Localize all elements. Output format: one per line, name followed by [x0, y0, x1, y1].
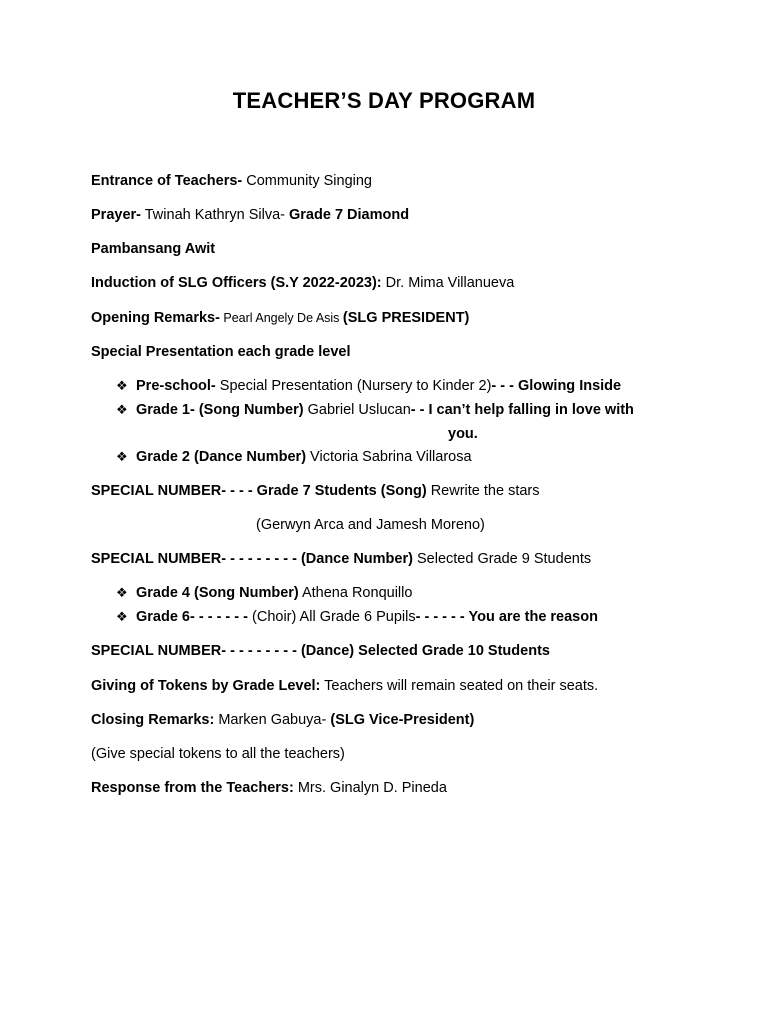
- grade1-label: Grade 1- (Song Number): [136, 402, 304, 418]
- preschool-label: Pre-school-: [136, 378, 216, 394]
- closing-role: (SLG Vice-President): [330, 712, 475, 728]
- entrance-label: Entrance of Teachers-: [91, 173, 243, 189]
- diamond-bullet-icon: ❖: [116, 449, 128, 464]
- response-label: Response from the Teachers:: [91, 780, 294, 796]
- prayer-label: Prayer-: [91, 207, 141, 223]
- induction-text: Dr. Mima Villanueva: [381, 275, 515, 291]
- special-number-2-line: [91, 550, 591, 568]
- special-number-1-text: Rewrite the stars: [426, 483, 540, 499]
- tokens-line: [91, 677, 598, 695]
- induction-line: [91, 274, 514, 292]
- grade2-item: [116, 448, 472, 466]
- closing-line: [91, 711, 474, 729]
- entrance-text: Community Singing: [242, 173, 372, 189]
- tokens-text: Teachers will remain seated on their seats.: [320, 678, 599, 694]
- induction-label: Induction of SLG Officers (S.Y 2022-2023):: [91, 275, 382, 291]
- diamond-bullet-icon: ❖: [116, 378, 128, 393]
- closing-text: Marken Gabuya-: [214, 712, 331, 728]
- preschool-song: - - - Glowing Inside: [491, 378, 622, 394]
- grade4-item: [116, 584, 412, 602]
- grade6-item: [116, 608, 598, 626]
- grade6-label: Grade 6- - - - - - -: [136, 609, 248, 625]
- grade4-text: Athena Ronquillo: [298, 585, 413, 601]
- special-number-2-text: Selected Grade 9 Students: [412, 551, 592, 567]
- special-number-1-label: SPECIAL NUMBER- - - - Grade 7 Students (Song): [91, 483, 427, 499]
- opening-line: [91, 309, 469, 327]
- preschool-text: Special Presentation (Nursery to Kinder 2): [215, 378, 492, 394]
- closing-label: Closing Remarks:: [91, 712, 215, 728]
- grade1-item: [116, 401, 634, 419]
- give-tokens-line: (Give special tokens to all the teachers): [91, 746, 345, 762]
- grade6-song: - - - - - - You are the reason: [415, 609, 598, 625]
- grade1-song-continuation: you.: [448, 426, 478, 442]
- grade2-text: Victoria Sabrina Villarosa: [306, 449, 472, 465]
- special-number-1-performers: (Gerwyn Arca and Jamesh Moreno): [256, 517, 485, 533]
- special-number-3-line: SPECIAL NUMBER- - - - - - - - - (Dance) Selected Grade 10 Students: [91, 643, 550, 659]
- entrance-line: [91, 172, 372, 190]
- opening-label: Opening Remarks-: [91, 310, 220, 326]
- page-title: TEACHER’S DAY PROGRAM: [232, 88, 536, 113]
- diamond-bullet-icon: ❖: [116, 402, 128, 417]
- anthem-line: Pambansang Awit: [91, 241, 216, 257]
- tokens-label: Giving of Tokens by Grade Level:: [91, 678, 321, 694]
- prayer-text: Twinah Kathryn Silva-: [140, 207, 290, 223]
- special-presentation-line: Special Presentation each grade level: [91, 344, 351, 360]
- grade6-text: (Choir) All Grade 6 Pupils: [247, 609, 416, 625]
- prayer-line: [91, 206, 409, 224]
- prayer-grade: Grade 7 Diamond: [289, 207, 410, 223]
- diamond-bullet-icon: ❖: [116, 585, 128, 600]
- response-text: Mrs. Ginalyn D. Pineda: [293, 780, 447, 796]
- grade1-text: Gabriel Uslucan: [303, 402, 411, 418]
- diamond-bullet-icon: ❖: [116, 609, 128, 624]
- opening-role: (SLG PRESIDENT): [342, 310, 470, 326]
- response-line: [91, 779, 447, 797]
- grade4-label: Grade 4 (Song Number): [136, 585, 299, 601]
- special-number-2-label: SPECIAL NUMBER- - - - - - - - - (Dance Number): [91, 551, 413, 567]
- grade1-song: - - I can’t help falling in love with: [410, 402, 634, 418]
- grade2-label: Grade 2 (Dance Number): [136, 449, 307, 465]
- special-number-1-line: [91, 482, 540, 500]
- opening-text: Pearl Angely De Asis: [219, 311, 343, 325]
- preschool-item: [116, 377, 621, 395]
